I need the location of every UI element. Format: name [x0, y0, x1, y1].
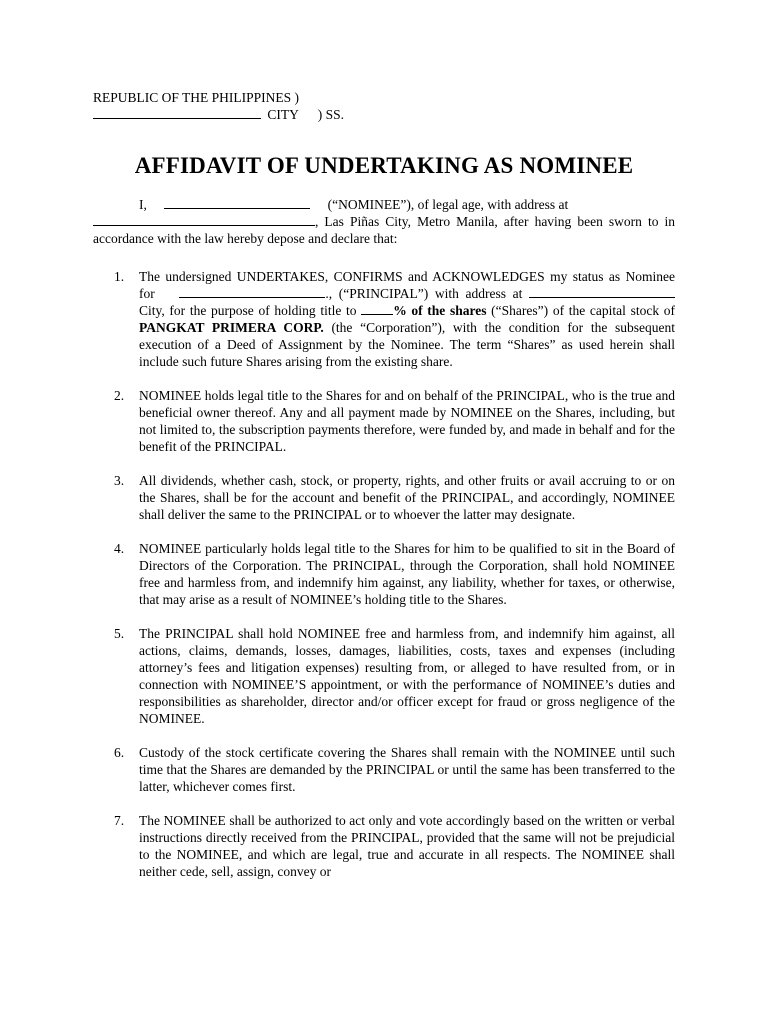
principal-address-blank — [529, 286, 675, 298]
caption-city-line — [93, 106, 344, 123]
address-blank — [93, 214, 315, 226]
list-item — [93, 387, 675, 455]
name-blank — [164, 197, 310, 209]
item-number: 3. — [114, 473, 125, 488]
item-text: (“Shares”) of the capital stock of — [491, 303, 676, 318]
corporation-name: PANGKAT PRIMERA CORP. — [139, 320, 324, 335]
city-blank — [93, 107, 261, 119]
item-number: 2. — [114, 388, 125, 403]
caption-republic: REPUBLIC OF THE PHILIPPINES ) — [93, 90, 300, 105]
item-text: City, for the purpose of holding title to — [139, 303, 357, 318]
item-text: The undersigned UNDERTAKES, CONFIRMS and ACKNOWLEDGES my status as Nominee for — [139, 269, 675, 301]
caption-ss: ) SS. — [317, 107, 345, 122]
list-item — [93, 472, 675, 523]
item-number: 1. — [114, 269, 125, 284]
list-item — [93, 625, 675, 727]
item-number: 5. — [114, 626, 125, 641]
caption-city: CITY — [267, 107, 299, 122]
page-title: AFFIDAVIT OF UNDERTAKING AS NOMINEE — [134, 153, 634, 178]
intro-paragraph — [93, 196, 675, 247]
intro-address: , Las Piñas City, Metro Manila, after having been sworn to in accordance with the law hereby depose and declare that: — [93, 214, 675, 246]
item-text: All dividends, whether cash, stock, or property, rights, and other fruits or avail accruing to or on the Shares, shall be for the account and benefit of the PRINCIPAL, and accordingly, NOMINEE shall deliver the same to the PRINCIPAL or to whoever the latter may designate. — [139, 473, 675, 522]
item-text: NOMINEE particularly holds legal title to the Shares for him to be qualified to sit in the Board of Directors of the Corporation. The PRINCIPAL, through the Corporation, shall hold NOMINEE free and harmless from, and indemnify him against, any liability, whether for taxes, or otherwise, that may arise as a result of NOMINEE’s holding title to the Shares. — [139, 541, 675, 607]
item-text: The PRINCIPAL shall hold NOMINEE free and harmless from, and indemnify him against, all actions, claims, demands, losses, damages, liabilities, costs, taxes and expenses (including attorney’s fees and litigation expenses) resulting from, or alleged to have resulted from, or in connection with NOMINEE’S appointment, or with the performance of NOMINEE’s duties and responsibilities as shareholder, director and/or officer except for fraud or gross negligence of the NOMINEE. — [139, 626, 675, 726]
item-text: NOMINEE holds legal title to the Shares for and on behalf of the PRINCIPAL, who is the true and beneficial owner thereof. Any and all payment made by NOMINEE on the Shares, including, but not limited to, the subscription payments therefore, were funded by, and made in behalf and for the benefit of the PRINCIPAL. — [139, 388, 675, 454]
intro-i: I, — [139, 197, 147, 212]
item-text: (the “Corporation”), with the condition for the subsequent execution of a Deed of Assignment by the Nominee. The term “Shares” as used herein shall include such future Shares arising from the existing share. — [139, 320, 676, 369]
percent-blank — [361, 303, 393, 315]
list-item — [93, 268, 675, 370]
item-text-bold: % of the shares — [393, 303, 487, 318]
list-item — [93, 812, 675, 880]
item-number: 7. — [114, 813, 125, 828]
intro-nominee: (“NOMINEE”), of legal age, with address at — [327, 197, 569, 212]
item-number: 6. — [114, 745, 125, 760]
item-text: The NOMINEE shall be authorized to act only and vote accordingly based on the written or verbal instructions directly received from the PRINCIPAL, provided that the same will not be prejudicial to the NOMINEE, and which are legal, true and accurate in all respects. The NOMINEE shall neither cede, sell, assign, convey or — [139, 813, 675, 879]
item-text: Custody of the stock certificate covering the Shares shall remain with the NOMINEE until such time that the Shares are demanded by the PRINCIPAL or until the same has been transferred to the latter, whichever comes first. — [139, 745, 675, 794]
item-number: 4. — [114, 541, 125, 556]
undertaking-list — [93, 268, 675, 897]
list-item — [93, 744, 675, 795]
principal-blank — [179, 286, 325, 298]
item-text: ., (“PRINCIPAL”) with address at — [325, 286, 523, 301]
list-item — [93, 540, 675, 608]
